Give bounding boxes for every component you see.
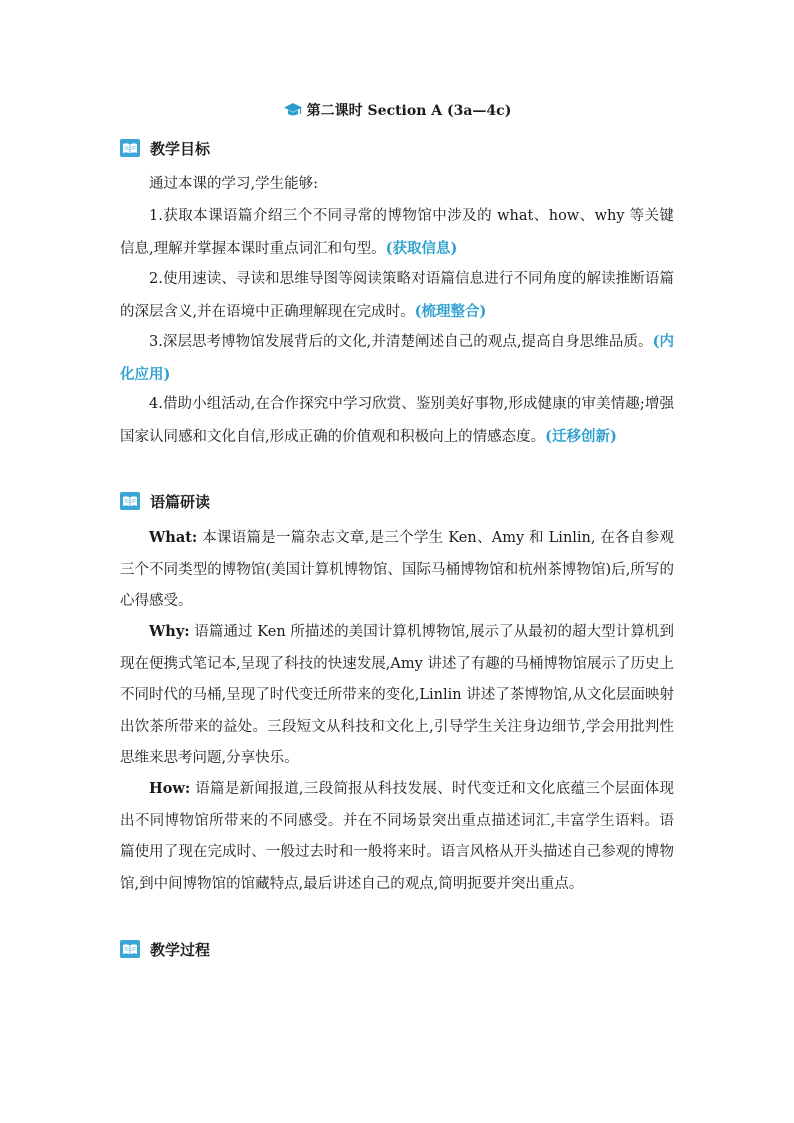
analysis-how: [120, 773, 674, 900]
open-book-icon: [120, 940, 140, 958]
objective-item-3: [120, 326, 674, 391]
objective-item-1: [120, 201, 674, 265]
objective-tag: (内化应用): [120, 333, 674, 383]
objective-text: 4.借助小组活动,在合作探究中学习欣赏、鉴别美好事物,形成健康的审美情趣;增强国家认同感和文化自信,形成正确的价值观和积极向上的情感态度。: [120, 396, 674, 445]
objectives-intro: 通过本课的学习,学生能够:: [149, 176, 318, 192]
analysis-lead: What:: [149, 529, 198, 546]
objective-tag: (获取信息): [385, 239, 458, 257]
analysis-text: 语篇通过 Ken 所描述的美国计算机博物馆,展示了从最初的超大型计算机到现在便携式笔记本,呈现了科技的快速发展,Amy 讲述了有趣的马桶博物馆展示了历史上不同时代的马桶,呈现了时代变迁所带来的变化,Linlin 讲述了茶博物馆,从文化层面映射出饮茶所带来的益处。三段短文从科技和文化上,引导学生关注身边细节,学会用批判性思维来思考问题,分享快乐。: [120, 624, 674, 766]
lesson-title: [0, 101, 794, 124]
analysis-text: 本课语篇是一篇杂志文章,是三个学生 Ken、Amy 和 Linlin, 在各自参观三个不同类型的博物馆(美国计算机博物馆、国际马桶博物馆和杭州茶博物馆)后,所写的心得感受。: [120, 530, 674, 609]
objective-text: 2.使用速读、寻读和思维导图等阅读策略对语篇信息进行不同角度的解读推断语篇的深层含义,并在语境中正确理解现在完成时。: [120, 271, 674, 320]
objective-tag: (迁移创新): [545, 427, 617, 445]
section-heading-text: 语篇研读: [150, 492, 211, 511]
section-heading-objectives: [120, 136, 210, 160]
objective-tag: (梳理整合): [414, 302, 487, 320]
objective-text: 3.深层思考博物馆发展背后的文化,并清楚阐述自己的观点,提高自身思维品质。: [149, 334, 653, 350]
section-heading-text: 教学过程: [150, 940, 211, 959]
lesson-title-text: 第二课时 Section A (3a—4c): [306, 103, 512, 119]
section-heading-analysis: [120, 489, 210, 513]
open-book-icon: [120, 139, 140, 157]
analysis-text: 语篇是新闻报道,三段简报从科技发展、时代变迁和文化底蕴三个层面体现出不同博物馆所带来的不同感受。并在不同场景突出重点描述词汇,丰富学生语料。语篇使用了现在完成时、一般过去时和一般将来时。语言风格从开头描述自己参观的博物馆,到中间博物馆的馆藏特点,最后讲述自己的观点,简明扼要并突出重点。: [120, 781, 674, 892]
analysis-lead: Why:: [149, 623, 190, 640]
objective-item-4: [120, 389, 674, 453]
objective-text: 1.获取本课语篇介绍三个不同寻常的博物馆中涉及的 what、how、why 等关键信息,理解并掌握本课时重点词汇和句型。: [120, 208, 674, 257]
analysis-why: [120, 616, 674, 775]
analysis-what: [120, 522, 674, 618]
section-heading-process: [120, 937, 210, 961]
open-book-icon: [120, 492, 140, 510]
graduation-cap-icon: [283, 102, 303, 124]
analysis-lead: How:: [149, 780, 191, 797]
section-heading-text: 教学目标: [150, 139, 211, 158]
objective-item-2: [120, 264, 674, 328]
